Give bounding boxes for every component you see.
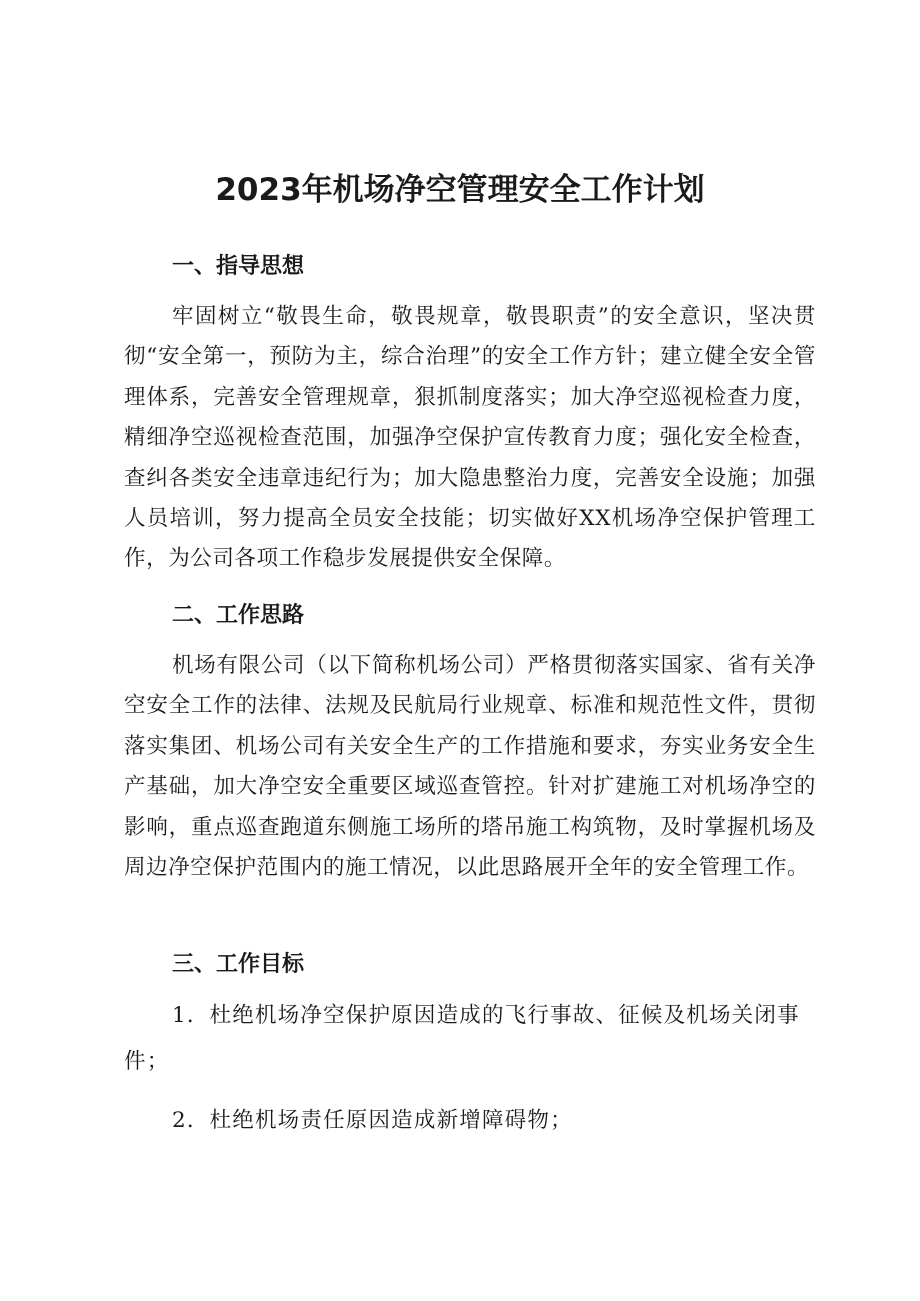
section-heading-work-goals: 三、工作目标	[172, 952, 305, 977]
goal-item-2: 2．杜绝机场责任原因造成新增障碍物；	[172, 1108, 573, 1133]
section-body-work-approach: 机场有限公司（以下简称机场公司）严格贯彻落实国家、省有关净空安全工作的法律、法规及民航局行业规章、标准和规范性文件，贯彻落实集团、机场公司有关安全生产的工作措施和要求，夯实业务安全生产基础，加大净空安全重要区域巡查管控。针对扩建施工对机场净空的影响，重点巡查跑道东侧施工场所的塔吊施工构筑物，及时掌握机场及周边净空保护范围内的施工情况，以此思路展开全年的安全管理工作。	[124, 653, 816, 881]
section-body-guiding-ideology: 牢固树立“敬畏生命，敬畏规章，敬畏职责”的安全意识，坚决贯彻“安全第一，预防为主，综合治理”的安全工作方针；建立健全安全管理体系，完善安全管理规章，狠抓制度落实；加大净空巡视检查力度，精细净空巡视检查范围，加强净空保护宣传教育力度；强化安全检查，查纠各类安全违章违纪行为；加大隐患整治力度，完善安全设施；加强人员培训，努力提高全员安全技能；切实做好XX机场净空保护管理工作，为公司各项工作稳步发展提供安全保障。	[124, 304, 816, 572]
section-heading-work-approach: 二、工作思路	[172, 603, 305, 628]
goal-item-1: 1．杜绝机场净空保护原因造成的飞行事故、征候及机场关闭事件；	[124, 1003, 800, 1074]
section-heading-guiding-ideology: 一、指导思想	[172, 254, 305, 279]
document-title: 2023年机场净空管理安全工作计划	[215, 172, 705, 208]
